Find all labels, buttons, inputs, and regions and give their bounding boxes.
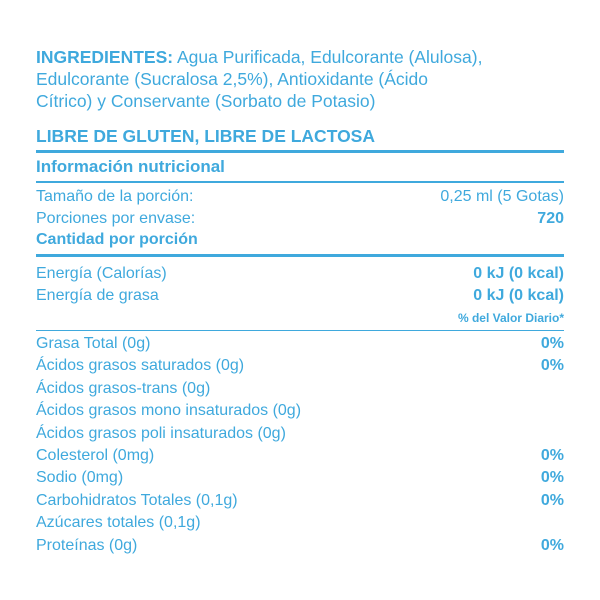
energy-block — [36, 263, 564, 326]
divider — [36, 254, 564, 257]
nutrient-label: Colesterol (0mg) — [36, 447, 155, 465]
nutrient-daily-value: 0% — [540, 357, 564, 375]
ingredients-text — [36, 46, 564, 112]
nutrition-label — [36, 46, 564, 557]
nutrient-label: Azúcares totales (0,1g) — [36, 514, 201, 532]
serving-size-label: Tamaño de la porción: — [36, 187, 194, 205]
nutrient-row — [36, 400, 564, 422]
nutrient-label: Ácidos grasos mono insaturados (0g) — [36, 402, 302, 420]
nutrient-daily-value: 0% — [540, 536, 564, 554]
divider — [36, 330, 564, 332]
energy-value: 0 kJ (0 kcal) — [473, 264, 564, 282]
nutrient-label: Proteínas (0g) — [36, 536, 138, 554]
servings-row — [36, 208, 564, 230]
nutrient-daily-value: 0% — [540, 469, 564, 487]
nutrient-label: Carbohidratos Totales (0,1g) — [36, 491, 238, 509]
nutrient-label: Sodio (0mg) — [36, 469, 124, 487]
servings-label: Porciones por envase: — [36, 209, 196, 227]
nutrient-row — [36, 445, 564, 467]
divider — [36, 150, 564, 153]
nutrient-daily-value: 0% — [540, 335, 564, 352]
ingredients-heading: INGREDIENTES: — [36, 47, 174, 67]
nutrient-row — [36, 423, 564, 445]
nutrient-daily-value: 0% — [540, 491, 564, 509]
nutrient-row — [36, 355, 564, 377]
nutrient-row — [36, 490, 564, 512]
ingredients-line-1: Agua Purificada, Edulcorante (Alulosa), — [173, 47, 483, 67]
energy-fat-value: 0 kJ (0 kcal) — [473, 286, 564, 304]
ingredients-line-3: Cítrico) y Conservante (Sorbato de Potasio) — [36, 91, 376, 111]
energy-fat-label: Energía de grasa — [36, 286, 159, 304]
nutrient-row — [36, 512, 564, 534]
nutrient-label: Grasa Total (0g) — [36, 335, 151, 352]
nutrient-label: Ácidos grasos saturados (0g) — [36, 357, 245, 375]
free-from-claim: LIBRE DE GLUTEN, LIBRE DE LACTOSA — [36, 126, 375, 146]
serving-info — [36, 186, 564, 250]
ingredients-line-2: Edulcorante (Sucralosa 2,5%), Antioxidante (Ácido — [36, 69, 429, 89]
amount-per-serving: Cantidad por porción — [36, 230, 198, 248]
nutrient-list — [36, 333, 564, 557]
nutrition-title: Información nutricional — [36, 157, 225, 176]
serving-size-row — [36, 186, 564, 208]
nutrient-row — [36, 333, 564, 355]
nutrient-label: Ácidos grasos poli insaturados (0g) — [36, 424, 286, 442]
energy-label: Energía (Calorías) — [36, 264, 167, 282]
serving-size-value: 0,25 ml (5 Gotas) — [440, 187, 564, 205]
nutrient-label: Ácidos grasos-trans (0g) — [36, 379, 211, 397]
nutrient-row — [36, 378, 564, 400]
daily-value-header: % del Valor Diario* — [457, 310, 564, 325]
nutrient-row — [36, 467, 564, 489]
nutrient-daily-value: 0% — [540, 447, 564, 465]
nutrient-row — [36, 535, 564, 557]
energy-fat-row — [36, 285, 564, 307]
servings-value: 720 — [537, 209, 564, 227]
energy-row — [36, 263, 564, 285]
divider — [36, 181, 564, 183]
